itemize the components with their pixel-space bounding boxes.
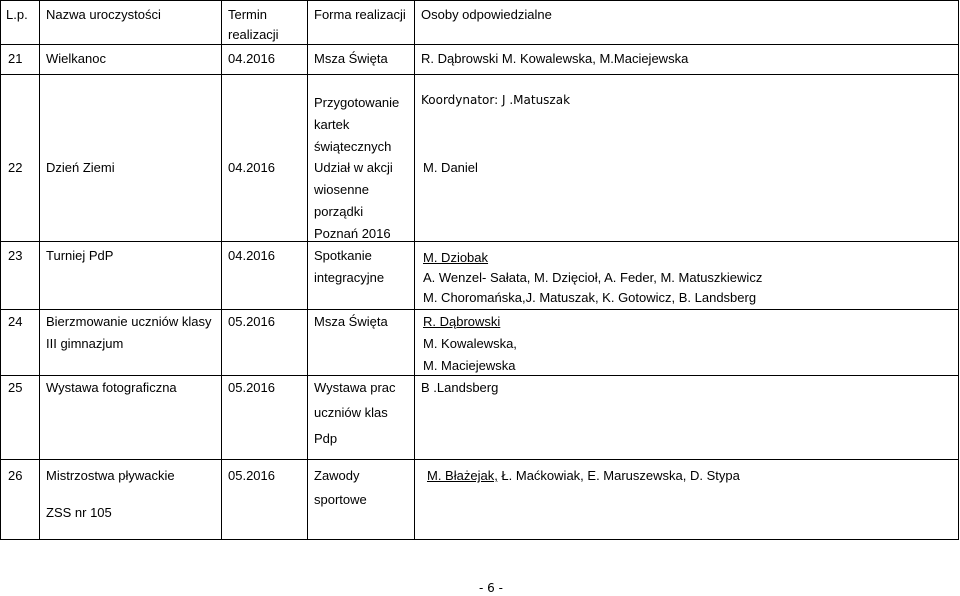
cards-form-line3: świątecznych <box>314 139 392 154</box>
row26-form-line1: Zawody <box>314 468 360 483</box>
row24-number: 24 <box>8 314 23 329</box>
row26-number: 26 <box>8 468 23 483</box>
header-term-line2: realizacji <box>228 27 279 42</box>
row23-name: Turniej PdP <box>46 248 114 263</box>
table-border-bottom <box>0 539 959 540</box>
table-border-top <box>0 0 959 1</box>
cards-persons: Koordynator: J .Matuszak <box>421 93 571 107</box>
row24-persons-line1: R. Dąbrowski <box>423 314 501 329</box>
row25-persons: B .Landsberg <box>421 380 499 395</box>
row22-form-line3: porządki <box>314 204 364 219</box>
row22-date: 04.2016 <box>228 160 275 175</box>
row25-form-line3: Pdp <box>314 431 338 446</box>
row26-persons-rest: Ł. Maćkowiak, E. Maruszewska, D. Stypa <box>497 468 740 483</box>
row24-persons-line3: M. Maciejewska <box>423 358 516 373</box>
row22-name: Dzień Ziemi <box>46 160 115 175</box>
row25-date: 05.2016 <box>228 380 275 395</box>
row26-persons <box>427 468 740 484</box>
row23-form-line2: integracyjne <box>314 270 385 285</box>
row22-form-line2: wiosenne <box>314 182 369 197</box>
row21-divider <box>0 74 959 75</box>
row24-persons-line2: M. Kowalewska, <box>423 336 517 351</box>
header-form: Forma realizacji <box>314 7 406 22</box>
row24-date: 05.2016 <box>228 314 275 329</box>
header-term-line1: Termin <box>228 7 268 22</box>
row25-number: 25 <box>8 380 23 395</box>
row21-date: 04.2016 <box>228 51 275 66</box>
row21-number: 21 <box>8 51 23 66</box>
row23-persons-line2: A. Wenzel- Sałata, M. Dzięcioł, A. Feder, M. Matuszkiewicz <box>423 270 763 285</box>
header-name: Nazwa uroczystości <box>46 7 161 22</box>
header-row-divider <box>0 44 959 45</box>
row25-top-divider <box>0 375 959 376</box>
row23-number: 23 <box>8 248 23 263</box>
row26-date: 05.2016 <box>228 468 275 483</box>
row26-name-line1: Mistrzostwa pływackie <box>46 468 175 483</box>
row22-form-line4: Poznań 2016 <box>314 226 391 241</box>
cards-form-line1: Przygotowanie <box>314 95 400 110</box>
row22-persons: M. Daniel <box>423 160 478 175</box>
row24-top-divider <box>0 309 959 310</box>
header-lp: L.p. <box>6 7 28 22</box>
row21-form: Msza Święta <box>314 51 388 66</box>
row26-top-divider <box>0 459 959 460</box>
row25-form-line1: Wystawa prac <box>314 380 396 395</box>
row23-persons-line3: M. Choromańska,J. Matuszak, K. Gotowicz, B. Landsberg <box>423 290 757 305</box>
row26-persons-underlined: M. Błażejak, <box>427 468 498 483</box>
header-persons: Osoby odpowiedzialne <box>421 7 552 22</box>
row23-top-divider <box>0 241 959 242</box>
page-number: - 6 - <box>479 581 503 595</box>
row23-persons-line1: M. Dziobak <box>423 250 489 265</box>
row24-name-line2: III gimnazjum <box>46 336 124 351</box>
row26-form-line2: sportowe <box>314 492 367 507</box>
row24-name-line1: Bierzmowanie uczniów klasy <box>46 314 212 329</box>
row22-number: 22 <box>8 160 23 175</box>
row25-form-line2: uczniów klas <box>314 405 388 420</box>
row23-date: 04.2016 <box>228 248 275 263</box>
row23-form-line1: Spotkanie <box>314 248 372 263</box>
row22-form-line1: Udział w akcji <box>314 160 393 175</box>
row21-persons: R. Dąbrowski M. Kowalewska, M.Maciejewska <box>421 51 689 66</box>
cards-form-line2: kartek <box>314 117 350 132</box>
row26-name-line2: ZSS nr 105 <box>46 505 112 520</box>
row25-name: Wystawa fotograficzna <box>46 380 177 395</box>
row21-name: Wielkanoc <box>46 51 106 66</box>
row24-form: Msza Święta <box>314 314 388 329</box>
